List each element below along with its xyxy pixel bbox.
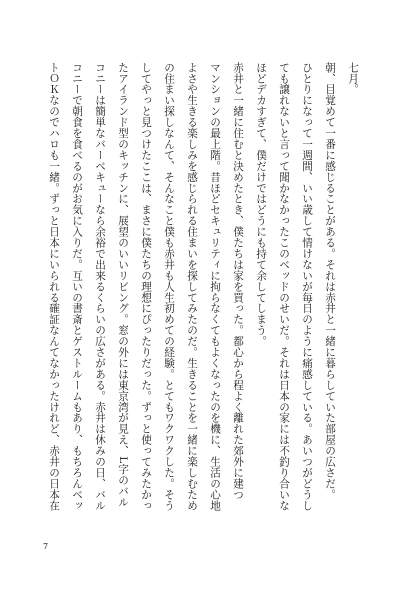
page-number: 7 <box>43 542 49 551</box>
text-line: ひとりになって一週間、いい歳して情けないが毎日のように痛感している。あいつがどうし <box>301 62 313 511</box>
text-line: ほどデカすぎて、僕だけではどうにも持て余してしまう。 <box>255 62 267 347</box>
text-line: コニーで朝食を食べるのがお気に入りだ。互いの書斎とゲストルームもあり、もちろんベッ <box>71 62 83 511</box>
text-line: 赤井と一緒に住むと決めたとき、僕たちは家を買った。都心から程よく離れた郊外に建つ <box>232 62 244 500</box>
text-line: 朝、目覚めて一番に感じることがある。それは赤井と一緒に暮らしていた部屋の広さだ。 <box>324 62 336 500</box>
vertical-text-body <box>28 62 358 540</box>
text-line: よさや生きる楽しみを感じられる住まいを探してみたのだ。生きることを一緒に楽しむため <box>186 62 198 511</box>
text-line: してやっと見つけたここは、まさに僕たちの理想にぴったりだった。ずっと使ってみたかっ <box>140 62 152 511</box>
text-line: マンションの最上階。昔ほどセキュリティに拘らなくてもよくなったのを機に、生活の心地 <box>209 62 221 511</box>
text-line: の住まい探しなんて、そんなこと僕も赤井も人生初めての経験。とてもワクワクした。そう <box>163 62 175 511</box>
text-line: ても譲れないと言って聞かなかったこのベッドのせいだ。それは日本の家には不釣り合いな <box>278 62 290 511</box>
text-line: コニーは簡単なバーベキューなら余裕で出来るくらいの広さがある。赤井は休みの日、バル <box>94 62 106 511</box>
text-line: たアイランド型のキッチンに、展望のいいリビング。窓の外には東京湾が見え、L字のバル <box>117 62 129 508</box>
text-line: トＯＫなのでハロも一緒。ずっと日本にいられる確証なんてなかったけれど、赤井の日本在 <box>48 62 60 511</box>
text-line: 七月。 <box>347 62 359 95</box>
